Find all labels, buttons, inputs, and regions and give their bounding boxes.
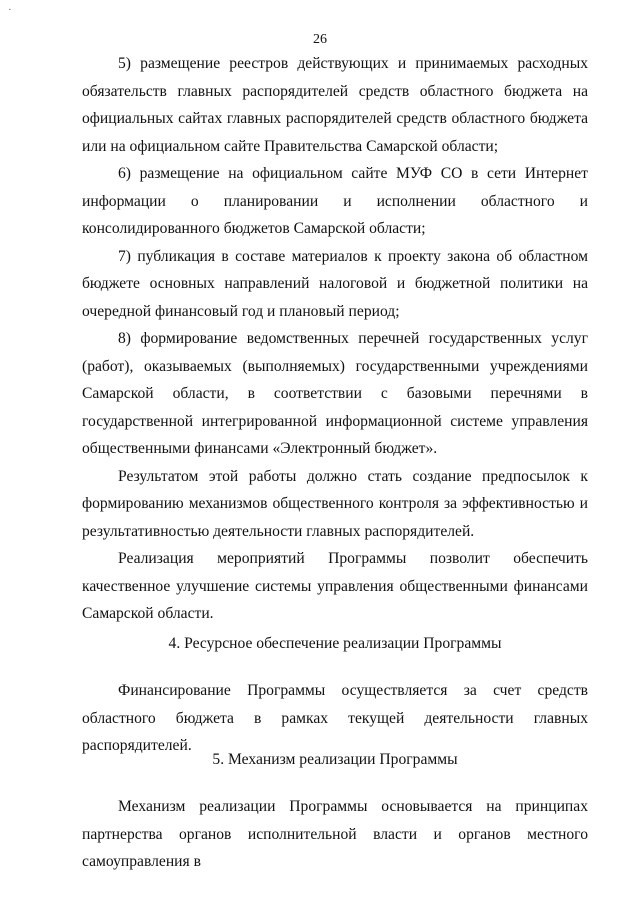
section-5-text: Механизм реализации Программы основывается на принципах партнерства органов исполнительной власти и органов местного самоуправления в [82, 798, 588, 870]
paragraph-result: Результатом этой работы должно стать создание предпосылок к формированию механизмов общественного контроля за эффективностью и результативностью деятельности главных распорядителей. [82, 467, 588, 540]
page-number: 26 [313, 32, 327, 47]
paragraph-item-7: 7) публикация в составе материалов к проекту закона об областном бюджете основных направлений налоговой и бюджетной политики на очередной финансовый год и плановый период; [82, 247, 588, 320]
section-5 [82, 746, 588, 774]
section-4 [82, 630, 588, 658]
section-4-text: Финансирование Программы осуществляется за счет средств областного бюджета в рамках текущей деятельности главных распорядителей. [82, 682, 588, 754]
section-5-body [82, 793, 588, 876]
paragraph-implementation: Реализация мероприятий Программы позволит обеспечить качественное улучшение системы управления общественными финансами Самарской области. [82, 550, 588, 622]
list-block [82, 50, 588, 628]
section-5-heading: 5. Механизм реализации Программы [212, 751, 458, 768]
corner-mark: · [8, 4, 12, 16]
paragraph-item-6: 6) размещение на официальном сайте МУФ СО в сети Интернет информации о планировании и исполнении областного и консолидированного бюджетов Самарской области; [82, 165, 588, 237]
paragraph-item-8: 8) формирование ведомственных перечней государственных услуг (работ), оказываемых (выполняемых) государственными учреждениями Самарской области, в соответствии с базовыми перечнями в государственной интегрированной информационной системе управления общественными финансами «Электронный бюджет». [82, 330, 588, 457]
section-4-heading: 4. Ресурсное обеспечение реализации Программы [168, 635, 502, 652]
paragraph-item-5: 5) размещение реестров действующих и принимаемых расходных обязательств главных распорядителей средств областного бюджета на официальных сайтах главных распорядителей средств областного бюджета или на официальном сайте Правительства Самарской области; [82, 55, 588, 155]
